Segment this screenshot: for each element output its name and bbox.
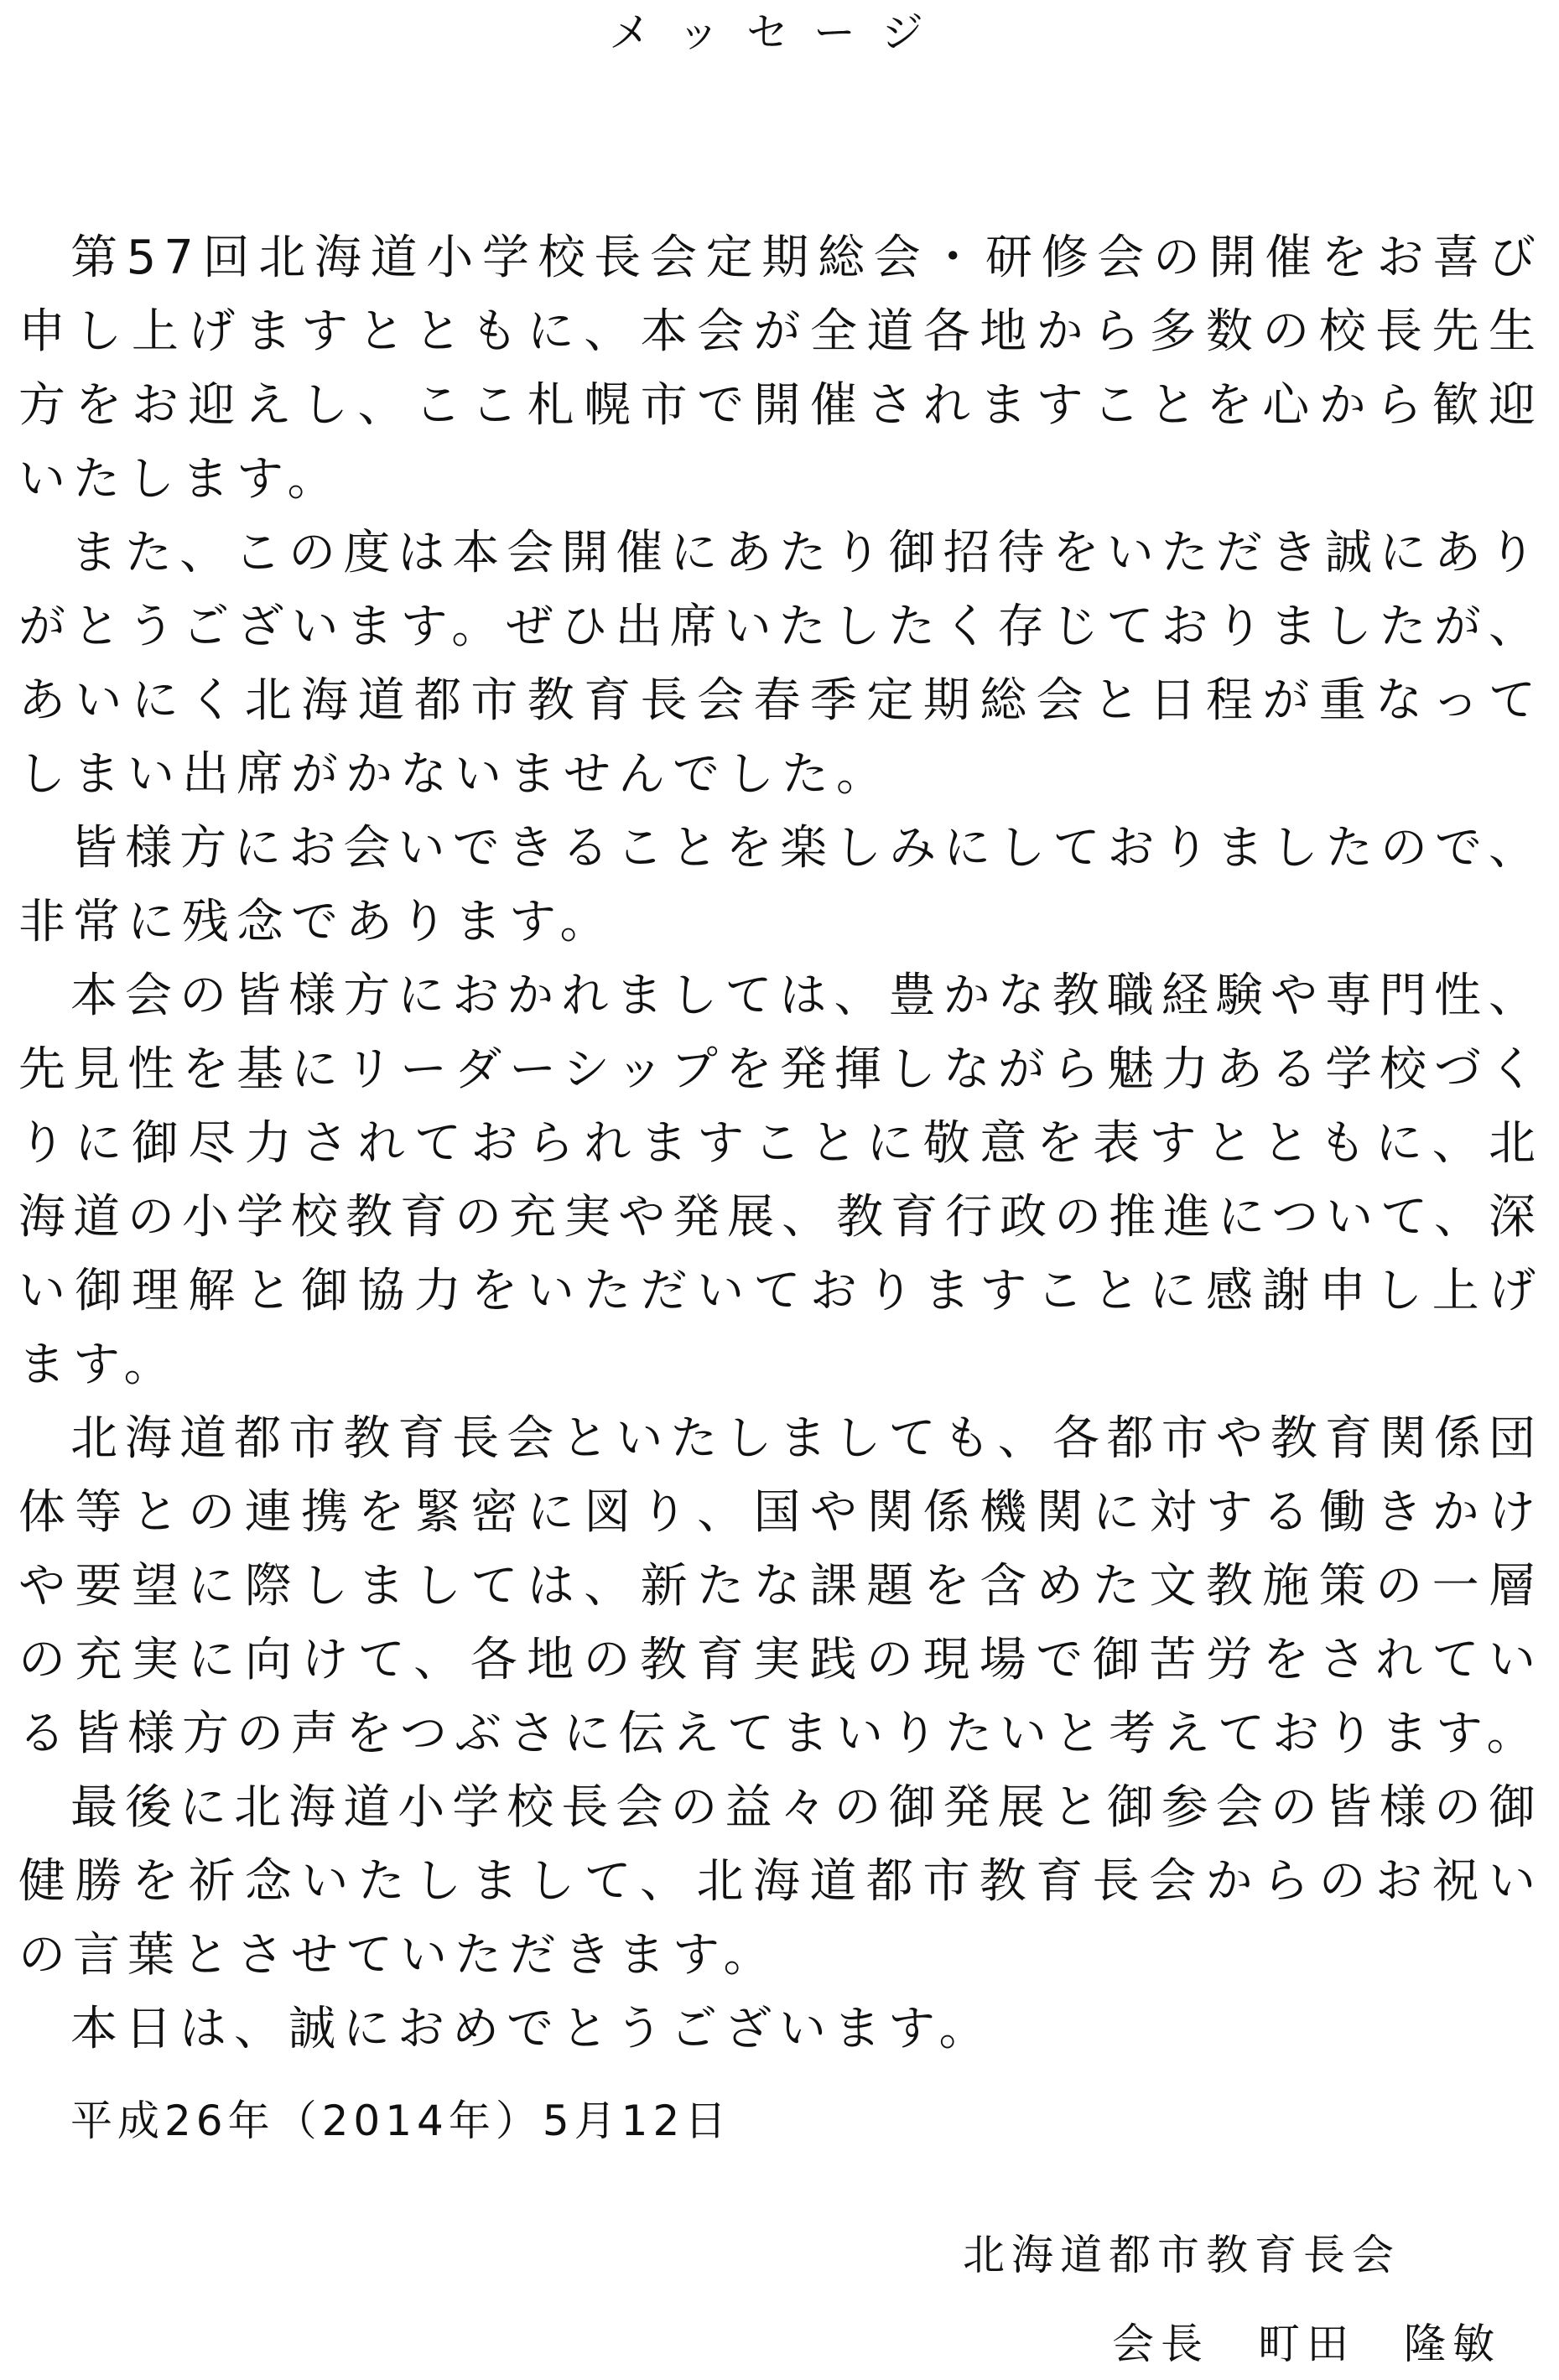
paragraph-commitment: 北海道都市教育長会といたしましても、各都市や教育関係団体等との連携を緊密に図り、国や関係機関に対する働きかけや要望に際しましては、新たな課題を含めた文教施策の一層の充実に向けて、各地の教育実践の現場で御苦労をされている皆様方の声をつぶさに伝えてまいりたいと考えております。 [18, 1411, 1544, 1761]
paragraph-closing: 最後に北海道小学校長会の益々の御発展と御参会の皆様の御健勝を祈念いたしまして、北海道都市教育長会からのお祝いの言葉とさせていただきます。 [18, 1780, 1543, 1982]
message-body [18, 221, 1543, 2066]
signatory-name: 会長 町田 隆敏 [1112, 2320, 1501, 2368]
paragraph-congratulations: 本日は、誠におめでとうございます。 [70, 2002, 994, 2056]
document-title: メッセージ [609, 8, 950, 57]
organization-name: 北海道都市教育長会 [963, 2231, 1401, 2279]
paragraph-regret: 皆様方にお会いできることを楽しみにしておりましたので、非常に残念であります。 [18, 821, 1543, 949]
paragraph-invitation-thanks: また、この度は本会開催にあたり御招待をいただき誠にありがとうございます。ぜひ出席いたしたく存じておりましたが、あいにく北海道都市教育長会春季定期総会と日程が重なってしまい出席がかないませんでした。 [18, 526, 1543, 802]
document-date: 平成26年（2014年）5月12日 [70, 2097, 732, 2145]
paragraph-appreciation: 本会の皆様方におかれましては、豊かな教職経験や専門性、先見性を基にリーダーシップを発揮しながら魅力ある学校づくりに御尽力されておられますことに敬意を表すとともに、北海道の小学校教育の充実や発展、教育行政の推進について、深い御理解と御協力をいただいておりますことに感謝申し上げます。 [18, 969, 1544, 1392]
paragraph-greeting: 第57回北海道小学校長会定期総会・研修会の開催をお喜び申し上げますとともに、本会が全道各地から多数の校長先生方をお迎えし、ここ札幌市で開催されますことを心から歓迎いたします。 [18, 231, 1543, 507]
